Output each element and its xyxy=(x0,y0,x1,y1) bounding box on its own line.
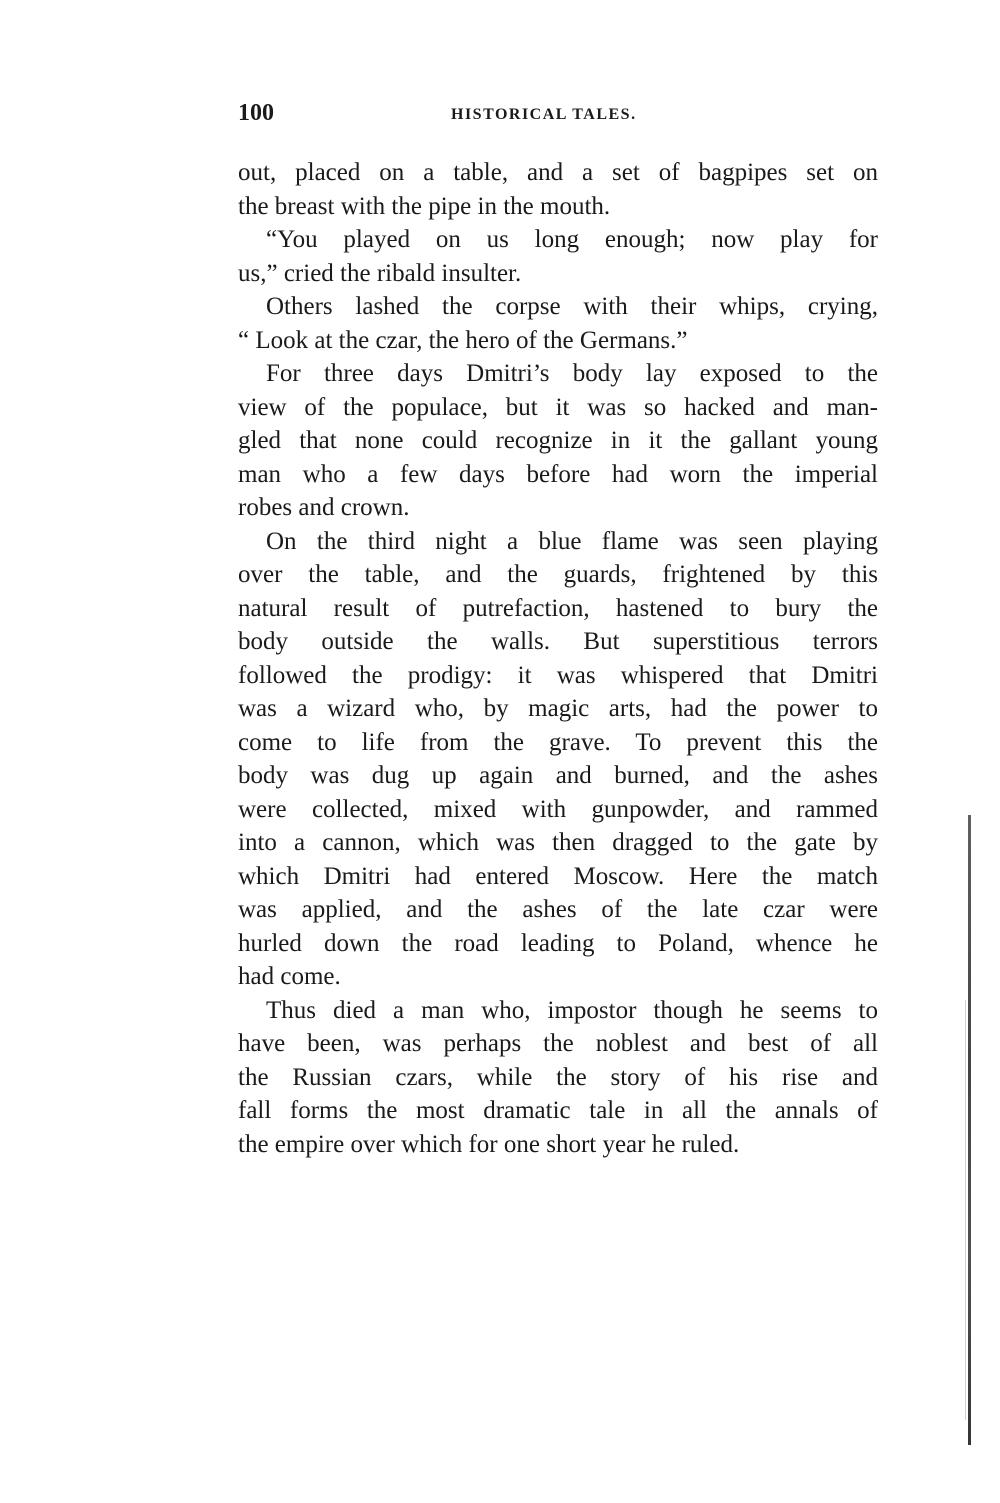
text-line: the empire over which for one short year he ruled. xyxy=(238,1130,740,1158)
text-line: was a wizard who, by magic arts, had the power to xyxy=(238,695,878,722)
text-line: come to life from the grave. To prevent this the xyxy=(238,728,878,756)
paragraph-5 xyxy=(238,525,878,994)
text-line: natural result of putrefaction, hastened to bury the xyxy=(238,594,878,622)
text-line: Thus died a man who, impostor though he seems to xyxy=(266,996,878,1024)
binding-edge-shadow-faint xyxy=(965,1000,966,1420)
paragraph-1 xyxy=(238,156,878,223)
binding-edge-shadow xyxy=(968,815,971,1445)
text-line: body was dug up again and burned, and the ashes xyxy=(238,762,878,789)
text-line: out, placed on a table, and a set of bagpipes set on xyxy=(238,159,878,186)
text-line: was applied, and the ashes of the late czar were xyxy=(238,896,878,923)
text-line: On the third night a blue flame was seen playing xyxy=(266,527,878,555)
text-line: followed the prodigy: it was whispered that Dmitri xyxy=(238,661,878,689)
text-line: us,” cried the ribald insulter. xyxy=(238,259,522,287)
text-line: were collected, mixed with gunpowder, and rammed xyxy=(238,795,878,823)
paragraph-3 xyxy=(238,290,878,357)
text-line: gled that none could recognize in it the gallant young xyxy=(238,427,878,454)
text-line: fall forms the most dramatic tale in all the annals of xyxy=(238,1097,878,1124)
text-line: body outside the walls. But superstitious terrors xyxy=(238,628,878,655)
text-body xyxy=(238,156,878,1161)
text-line: the breast with the pipe in the mouth. xyxy=(238,192,611,220)
text-line: “You played on us long enough; now play for xyxy=(266,226,878,253)
text-line: For three days Dmitri’s body lay exposed to the xyxy=(266,360,878,387)
text-line: robes and crown. xyxy=(238,494,410,521)
text-line: view of the populace, but it was so hacked and man- xyxy=(238,393,878,421)
page-number: 100 xyxy=(238,100,274,126)
text-line: have been, was perhaps the noblest and best of all xyxy=(238,1030,878,1057)
paragraph-4 xyxy=(238,357,878,525)
text-line: the Russian czars, while the story of his rise and xyxy=(238,1063,878,1091)
page-header xyxy=(238,100,878,134)
text-line: which Dmitri had entered Moscow. Here the match xyxy=(238,862,878,890)
running-head: HISTORICAL TALES. xyxy=(451,106,637,123)
text-line: into a cannon, which was then dragged to the gate by xyxy=(238,829,878,856)
paragraph-6 xyxy=(238,994,878,1162)
text-line: had come. xyxy=(238,963,341,990)
text-line: over the table, and the guards, frightened by this xyxy=(238,561,878,588)
text-line: man who a few days before had worn the imperial xyxy=(238,460,878,488)
text-line: “ Look at the czar, the hero of the Germans.” xyxy=(238,326,688,354)
paragraph-2 xyxy=(238,223,878,290)
text-line: Others lashed the corpse with their whips, crying, xyxy=(266,293,878,320)
text-line: hurled down the road leading to Poland, whence he xyxy=(238,929,878,957)
